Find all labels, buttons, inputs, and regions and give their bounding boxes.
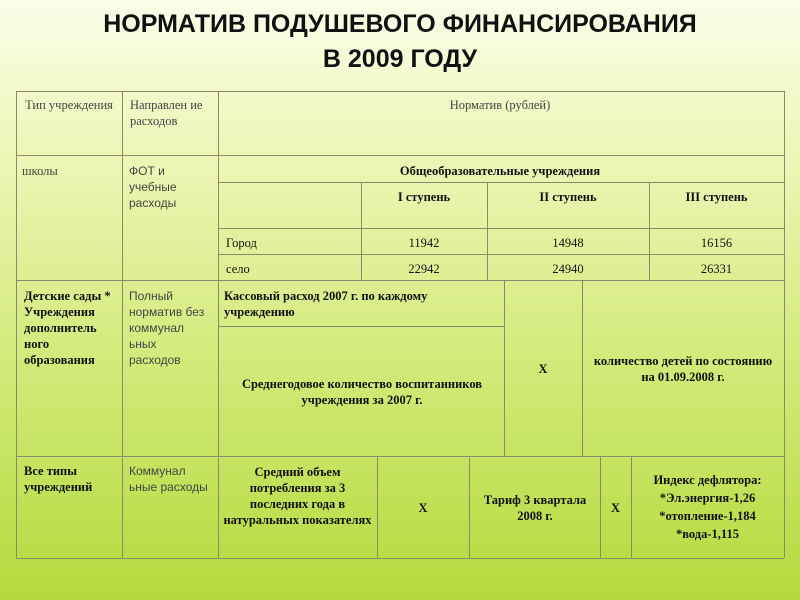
table-rule <box>16 155 784 156</box>
table-rule <box>218 91 219 558</box>
schools-group-header: Общеобразовательные учреждения <box>399 164 601 178</box>
table-rule <box>582 280 583 456</box>
all-types-type: Все типы учреждений <box>24 464 93 494</box>
table-rule <box>16 456 784 457</box>
table-border-right <box>784 91 785 558</box>
header-direction: Направлен ие расходов <box>130 98 203 128</box>
row-label-city: Город <box>226 236 257 250</box>
table-border-top <box>16 91 784 92</box>
village-stage-2-value: 24940 <box>552 262 584 276</box>
kindergartens-type: Детские сады * Учреждения дополнитель ного образования <box>24 289 111 367</box>
kindergartens-count: количество детей по состоянию на 01.09.2008 г. <box>593 354 773 384</box>
kindergartens-numerator: Кассовый расход 2007 г. по каждому учреждению <box>224 289 428 319</box>
deflator-line-3: *отопление-1,184 <box>659 509 756 523</box>
all-types-direction: Коммунал ьные расходы <box>129 464 208 494</box>
city-stage-1-value: 11942 <box>408 236 440 250</box>
table-rule <box>218 182 784 183</box>
header-norm: Норматив (рублей) <box>449 98 551 112</box>
stage-1: I ступень <box>397 190 451 204</box>
deflator-line-4: *вода-1,115 <box>676 527 739 541</box>
table-rule <box>218 326 504 327</box>
deflator-line-1: Индекс дефлятора: <box>653 473 762 487</box>
table-rule <box>122 91 123 558</box>
kindergartens-multiply: Х <box>538 362 548 376</box>
table-rule <box>469 456 470 558</box>
kindergartens-direction: Полный норматив без коммунал ьных расходов <box>129 289 205 367</box>
all-types-multiply-1: Х <box>418 501 428 515</box>
table-border-left <box>16 91 17 558</box>
row-label-village: село <box>226 262 250 276</box>
all-types-tariff: Тариф 3 квартала 2008 г. <box>483 493 587 523</box>
table-rule <box>218 228 784 229</box>
deflator-line-2: *Эл.энергия-1,26 <box>659 491 756 505</box>
stage-2: II ступень <box>539 190 597 204</box>
table-rule <box>218 254 784 255</box>
page-title-line-1: НОРМАТИВ ПОДУШЕВОГО ФИНАНСИРОВАНИЯ <box>103 10 697 38</box>
village-stage-1-value: 22942 <box>408 262 440 276</box>
all-types-multiply-2: Х <box>610 501 621 515</box>
schools-type: школы <box>22 164 58 178</box>
page-title-line-2: В 2009 ГОДУ <box>322 45 478 73</box>
all-types-consumption: Средний объем потребления за 3 последних года в натуральных показателях <box>223 465 372 527</box>
city-stage-3-value: 16156 <box>700 236 733 250</box>
kindergartens-denominator: Среднегодовое количество воспитанников учреждения за 2007 г. <box>241 377 483 407</box>
header-type: Тип учреждения <box>25 98 113 112</box>
city-stage-2-value: 14948 <box>552 236 584 250</box>
schools-direction: ФОТ и учебные расходы <box>129 164 177 210</box>
table-rule <box>16 280 784 281</box>
village-stage-3-value: 26331 <box>700 262 733 276</box>
table-border-bottom <box>16 558 784 559</box>
stage-3: III ступень <box>685 190 748 204</box>
